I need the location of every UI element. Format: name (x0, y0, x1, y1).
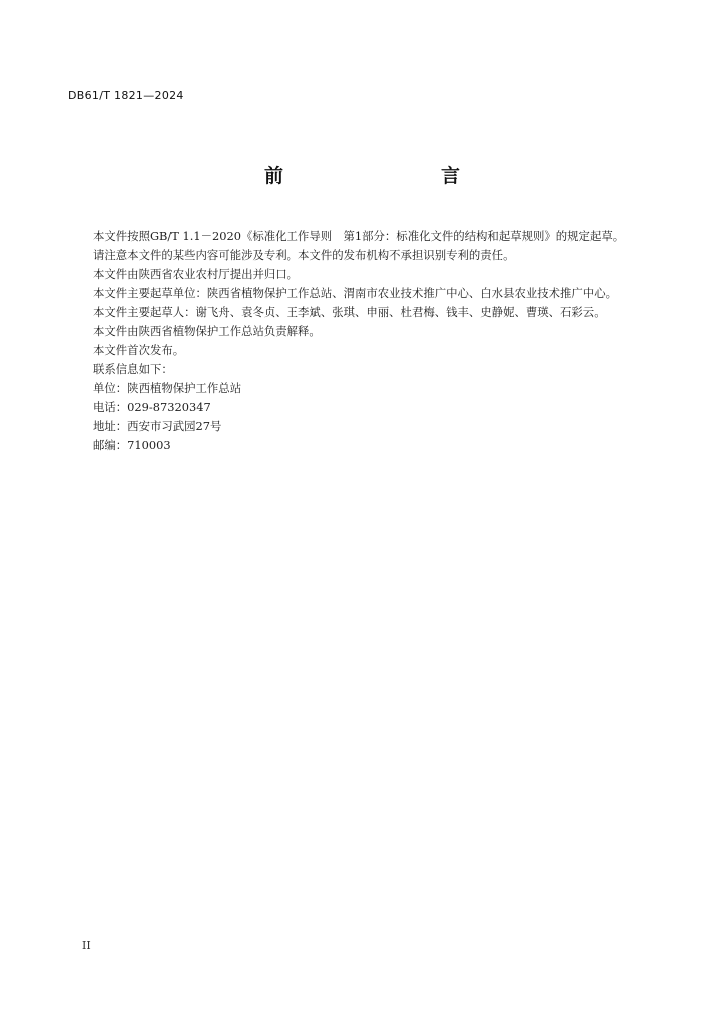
paragraph-drafting-rules: 本文件按照GB/T 1.1－2020《标准化工作导则 第1部分：标准化文件的结构和起草规则》的规定起草。 (93, 229, 625, 243)
paragraph-first-release: 本文件首次发布。 (93, 343, 185, 357)
foreword-body (68, 227, 656, 455)
paragraph-contact-heading: 联系信息如下： (93, 362, 173, 376)
contact-phone: 电话：029-87320347 (93, 400, 211, 414)
paragraph-interpretation: 本文件由陕西省植物保护工作总站负责解释。 (93, 324, 321, 338)
standard-code: DB61/T 1821—2024 (68, 89, 184, 102)
page-number: II (82, 939, 91, 952)
contact-unit: 单位：陕西植物保护工作总站 (93, 381, 242, 395)
paragraph-proposer: 本文件由陕西省农业农村厅提出并归口。 (93, 267, 299, 281)
contact-postcode: 邮编：710003 (93, 438, 171, 452)
paragraph-drafting-units: 本文件主要起草单位：陕西省植物保护工作总站、渭南市农业技术推广中心、白水县农业技术推广中心。 (93, 286, 617, 300)
page-title: 前 言 (263, 165, 500, 187)
paragraph-drafters: 本文件主要起草人：谢飞舟、袁冬贞、王李斌、张琪、申丽、杜君梅、钱丰、史静妮、曹瑛、石彩云。 (93, 305, 606, 319)
contact-address: 地址：西安市习武园27号 (93, 419, 222, 433)
paragraph-patent-notice: 请注意本文件的某些内容可能涉及专利。本文件的发布机构不承担识别专利的责任。 (93, 248, 515, 262)
